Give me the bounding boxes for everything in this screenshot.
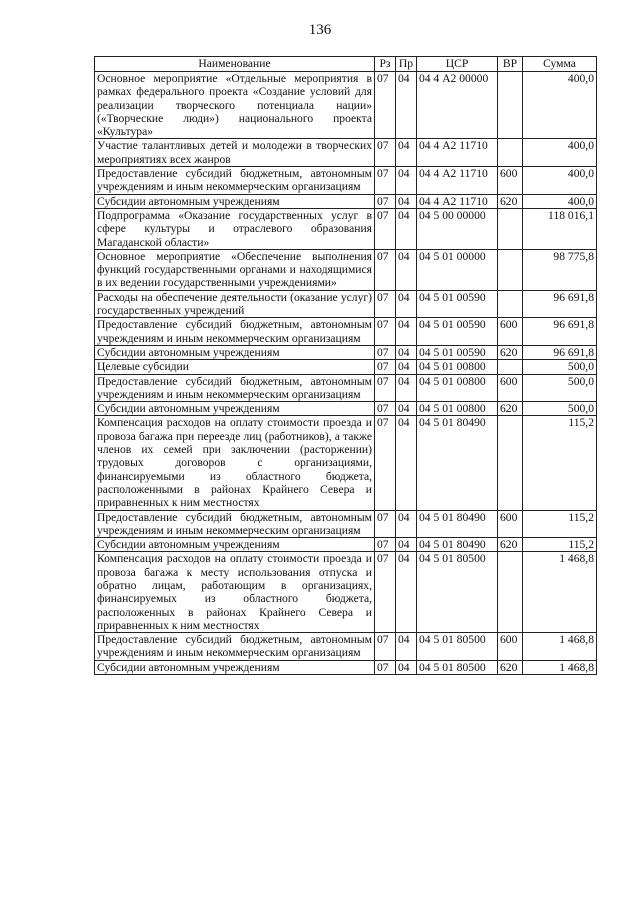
cell-vr: 600 bbox=[498, 374, 523, 402]
cell-rz: 07 bbox=[375, 416, 396, 510]
table-row bbox=[95, 208, 597, 249]
cell-name: Предоставление субсидий бюджетным, автономным учреждениям и иным некоммерческим организациям bbox=[95, 374, 375, 402]
cell-csr: 04 5 01 80490 bbox=[417, 510, 498, 538]
table-row bbox=[95, 345, 597, 359]
cell-name: Субсидии автономным учреждениям bbox=[95, 538, 375, 552]
table-row bbox=[95, 552, 597, 633]
cell-csr: 04 4 А2 11710 bbox=[417, 194, 498, 208]
cell-name: Субсидии автономным учреждениям bbox=[95, 660, 375, 674]
cell-csr: 04 5 01 00800 bbox=[417, 374, 498, 402]
table-row bbox=[95, 538, 597, 552]
cell-pr: 04 bbox=[396, 72, 417, 139]
cell-vr: 600 bbox=[498, 167, 523, 195]
table-row bbox=[95, 402, 597, 416]
cell-sum: 500,0 bbox=[523, 360, 597, 374]
cell-csr: 04 5 01 00000 bbox=[417, 249, 498, 290]
cell-name: Основное мероприятие «Отдельные мероприятия в рамках федерального проекта «Создание условий для реализации творческого потенциала нации» («Творческие люди») национального проекта «Культура» bbox=[95, 72, 375, 139]
table-row bbox=[95, 633, 597, 661]
cell-pr: 04 bbox=[396, 208, 417, 249]
cell-vr: 600 bbox=[498, 318, 523, 346]
cell-vr: 600 bbox=[498, 633, 523, 661]
cell-sum: 500,0 bbox=[523, 402, 597, 416]
cell-name: Подпрограмма «Оказание государственных услуг в сфере культуры и отраслевого образования Магаданской области» bbox=[95, 208, 375, 249]
cell-pr: 04 bbox=[396, 345, 417, 359]
cell-sum: 98 775,8 bbox=[523, 249, 597, 290]
cell-rz: 07 bbox=[375, 633, 396, 661]
cell-name: Субсидии автономным учреждениям bbox=[95, 194, 375, 208]
cell-name: Компенсация расходов на оплату стоимости проезда и провоза багажа при переезде лиц (работников), а также членов их семей при заключении (расторжении) трудовых договоров с организациями, финансируемыми из областного бюджета, расположенными в районах Крайнего Севера и приравненных к ним местностях bbox=[95, 416, 375, 510]
cell-rz: 07 bbox=[375, 402, 396, 416]
cell-sum: 500,0 bbox=[523, 374, 597, 402]
cell-sum: 115,2 bbox=[523, 538, 597, 552]
page-number: 136 bbox=[308, 22, 332, 38]
cell-vr bbox=[498, 249, 523, 290]
cell-name: Субсидии автономным учреждениям bbox=[95, 345, 375, 359]
table-row bbox=[95, 72, 597, 139]
table-header-row bbox=[95, 57, 597, 72]
cell-sum: 118 016,1 bbox=[523, 208, 597, 249]
table-row bbox=[95, 194, 597, 208]
cell-rz: 07 bbox=[375, 249, 396, 290]
cell-csr: 04 4 А2 00000 bbox=[417, 72, 498, 139]
cell-rz: 07 bbox=[375, 660, 396, 674]
cell-csr: 04 5 01 00590 bbox=[417, 290, 498, 318]
cell-sum: 400,0 bbox=[523, 167, 597, 195]
table-row bbox=[95, 290, 597, 318]
cell-sum: 400,0 bbox=[523, 139, 597, 167]
cell-name: Субсидии автономным учреждениям bbox=[95, 402, 375, 416]
header-sum: Сумма bbox=[523, 57, 597, 72]
table-row bbox=[95, 167, 597, 195]
cell-name: Целевые субсидии bbox=[95, 360, 375, 374]
header-pr: Пр bbox=[396, 57, 417, 72]
cell-csr: 04 5 00 00000 bbox=[417, 208, 498, 249]
cell-rz: 07 bbox=[375, 167, 396, 195]
cell-rz: 07 bbox=[375, 72, 396, 139]
cell-sum: 115,2 bbox=[523, 510, 597, 538]
table-body bbox=[95, 72, 597, 675]
cell-sum: 400,0 bbox=[523, 194, 597, 208]
header-rz: Рз bbox=[375, 57, 396, 72]
cell-rz: 07 bbox=[375, 538, 396, 552]
cell-sum: 1 468,8 bbox=[523, 552, 597, 633]
cell-csr: 04 5 01 00800 bbox=[417, 360, 498, 374]
cell-name: Расходы на обеспечение деятельности (оказание услуг) государственных учреждений bbox=[95, 290, 375, 318]
header-csr: ЦСР bbox=[417, 57, 498, 72]
cell-csr: 04 5 01 80500 bbox=[417, 660, 498, 674]
cell-csr: 04 5 01 00590 bbox=[417, 345, 498, 359]
cell-pr: 04 bbox=[396, 538, 417, 552]
cell-pr: 04 bbox=[396, 290, 417, 318]
cell-pr: 04 bbox=[396, 633, 417, 661]
cell-vr bbox=[498, 139, 523, 167]
cell-pr: 04 bbox=[396, 194, 417, 208]
cell-pr: 04 bbox=[396, 660, 417, 674]
table-row bbox=[95, 249, 597, 290]
cell-name: Компенсация расходов на оплату стоимости проезда и провоза багажа к месту использования отпуска и обратно лицам, работающим в организациях, финансируемых из областного бюджета, расположенных в районах Крайнего Севера и приравненных к ним местностях bbox=[95, 552, 375, 633]
cell-vr: 620 bbox=[498, 345, 523, 359]
cell-rz: 07 bbox=[375, 139, 396, 167]
table-row bbox=[95, 510, 597, 538]
cell-rz: 07 bbox=[375, 552, 396, 633]
cell-rz: 07 bbox=[375, 510, 396, 538]
cell-pr: 04 bbox=[396, 416, 417, 510]
cell-sum: 96 691,8 bbox=[523, 345, 597, 359]
table-row bbox=[95, 139, 597, 167]
cell-sum: 1 468,8 bbox=[523, 633, 597, 661]
cell-rz: 07 bbox=[375, 208, 396, 249]
cell-csr: 04 5 01 80490 bbox=[417, 416, 498, 510]
cell-csr: 04 4 А2 11710 bbox=[417, 167, 498, 195]
cell-pr: 04 bbox=[396, 552, 417, 633]
cell-vr: 620 bbox=[498, 402, 523, 416]
cell-vr bbox=[498, 208, 523, 249]
cell-csr: 04 4 А2 11710 bbox=[417, 139, 498, 167]
header-vr: ВР bbox=[498, 57, 523, 72]
header-name: Наименование bbox=[95, 57, 375, 72]
cell-sum: 96 691,8 bbox=[523, 290, 597, 318]
cell-sum: 115,2 bbox=[523, 416, 597, 510]
cell-sum: 1 468,8 bbox=[523, 660, 597, 674]
cell-vr: 620 bbox=[498, 660, 523, 674]
cell-csr: 04 5 01 80500 bbox=[417, 633, 498, 661]
cell-pr: 04 bbox=[396, 402, 417, 416]
table-row bbox=[95, 416, 597, 510]
cell-pr: 04 bbox=[396, 167, 417, 195]
cell-vr bbox=[498, 290, 523, 318]
cell-vr bbox=[498, 416, 523, 510]
cell-pr: 04 bbox=[396, 510, 417, 538]
table-row bbox=[95, 660, 597, 674]
cell-sum: 400,0 bbox=[523, 72, 597, 139]
table-row bbox=[95, 360, 597, 374]
cell-pr: 04 bbox=[396, 139, 417, 167]
cell-rz: 07 bbox=[375, 194, 396, 208]
cell-vr bbox=[498, 72, 523, 139]
cell-vr bbox=[498, 360, 523, 374]
cell-pr: 04 bbox=[396, 374, 417, 402]
cell-pr: 04 bbox=[396, 360, 417, 374]
cell-name: Предоставление субсидий бюджетным, автономным учреждениям и иным некоммерческим организациям bbox=[95, 167, 375, 195]
cell-name: Предоставление субсидий бюджетным, автономным учреждениям и иным некоммерческим организациям bbox=[95, 633, 375, 661]
budget-table bbox=[94, 56, 597, 675]
cell-vr: 600 bbox=[498, 510, 523, 538]
cell-rz: 07 bbox=[375, 290, 396, 318]
cell-csr: 04 5 01 80500 bbox=[417, 552, 498, 633]
cell-rz: 07 bbox=[375, 374, 396, 402]
cell-vr bbox=[498, 552, 523, 633]
cell-vr: 620 bbox=[498, 538, 523, 552]
cell-csr: 04 5 01 80490 bbox=[417, 538, 498, 552]
cell-rz: 07 bbox=[375, 360, 396, 374]
cell-csr: 04 5 01 00590 bbox=[417, 318, 498, 346]
cell-pr: 04 bbox=[396, 318, 417, 346]
cell-name: Основное мероприятие «Обеспечение выполнения функций государственными органами и находящимися в их ведении государственными учреждениями» bbox=[95, 249, 375, 290]
cell-vr: 620 bbox=[498, 194, 523, 208]
cell-sum: 96 691,8 bbox=[523, 318, 597, 346]
cell-csr: 04 5 01 00800 bbox=[417, 402, 498, 416]
table-row bbox=[95, 374, 597, 402]
table-row bbox=[95, 318, 597, 346]
cell-pr: 04 bbox=[396, 249, 417, 290]
cell-rz: 07 bbox=[375, 318, 396, 346]
cell-name: Участие талантливых детей и молодежи в творческих мероприятиях всех жанров bbox=[95, 139, 375, 167]
cell-name: Предоставление субсидий бюджетным, автономным учреждениям и иным некоммерческим организациям bbox=[95, 318, 375, 346]
cell-name: Предоставление субсидий бюджетным, автономным учреждениям и иным некоммерческим организациям bbox=[95, 510, 375, 538]
cell-rz: 07 bbox=[375, 345, 396, 359]
